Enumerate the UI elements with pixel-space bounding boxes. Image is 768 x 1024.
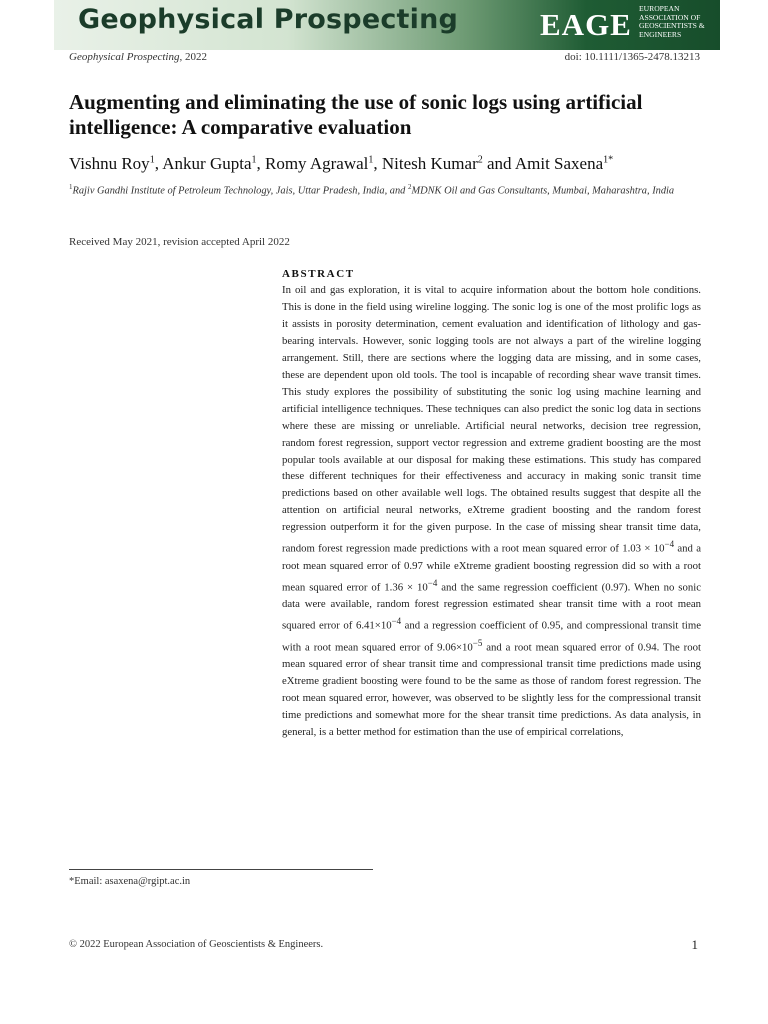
corresponding-email: *Email: asaxena@rgipt.ac.in (69, 876, 191, 887)
abstract-segment: In oil and gas exploration, it is vital to acquire information about the bottom hole conditions. This is done in the field using wireline logging. The sonic log is one of the most prolific logs as it assists in porosity determination, cement evaluation and identification of lithology and gas-bearing intervals. However, sonic logging tools are not always a part of the wireline logging arrangement. Still, there are sections where the logging data are missing, and in some cases, these are dependent upon old tools. The tool is incapable of recording shear wave transit times. This study explores the possibility of substituting the sonic log using machine learning and artificial intelligence techniques. These techniques can also predict the sonic log data in sections where these are missing or unreliable. Artificial neural networks, decision tree regression, random forest regression, support vector regression and extreme gradient boosting are the most popular tools available at our disposal for making these estimations. This study has compared these different techniques for their effectiveness and accuracy in making sonic transit time predictions based on other available well logs. The obtained results suggest that despite all the attention on artificial neural networks, eXtreme gradient boosting and the random forest regression outperform it for the given purpose. In the case of missing shear transit time data, random forest regression made predictions with a root mean squared error of 1.03 × 10 (282, 284, 701, 555)
eage-organization-name (639, 5, 719, 39)
author-affiliation-mark: 1 (368, 154, 374, 166)
author-list (69, 154, 709, 174)
abstract-segment: and a root mean squared error of 0.97 while eXtreme gradient boosting regression did so with a root mean squared error of 1.36 × 10 (282, 542, 701, 594)
author-name: Amit Saxena (514, 154, 604, 173)
org-line: GEOSCIENTISTS & (639, 21, 705, 31)
received-dates: Received May 2021, revision accepted April 2022 (69, 236, 290, 248)
org-line: EUROPEAN (639, 4, 680, 13)
journal-banner (54, 0, 720, 50)
abstract-heading: ABSTRACT (282, 268, 355, 280)
affiliation-mark: 2 (407, 183, 412, 191)
author-affiliation-mark: 1 (149, 154, 155, 166)
page-number: 1 (691, 937, 698, 952)
doi-link[interactable]: doi: 10.1111/1365-2478.13213 (564, 51, 700, 63)
journal-name: Geophysical Prospecting (78, 4, 459, 35)
org-line: ASSOCIATION OF (639, 12, 701, 22)
footnote-divider (69, 869, 373, 870)
author-separator: , (154, 154, 163, 173)
eage-logo: EAGE (540, 7, 632, 42)
author-affiliation-mark: 1 (251, 154, 257, 166)
affiliation-mark: 1 (69, 183, 73, 191)
author-affiliation-mark: 2 (477, 154, 483, 166)
exponent: −4 (427, 577, 438, 588)
copyright-notice: © 2022 European Association of Geoscientists & Engineers. (69, 939, 324, 950)
running-head-year: 2022 (184, 51, 207, 63)
affiliation-text: MDNK Oil and Gas Consultants, Mumbai, Maharashtra, India (411, 185, 675, 197)
affiliations (69, 180, 699, 198)
abstract-segment: and the same regression coefficient (0.97). When no sonic data were available, random forest regression estimated shear transit time with a root mean squared error of 6.41×10 (282, 581, 701, 632)
author-name: Vishnu Roy (69, 154, 150, 173)
author-separator: , (373, 154, 382, 173)
author-separator: , (256, 154, 265, 173)
author-name: Nitesh Kumar (381, 154, 478, 173)
affiliation-text: Rajiv Gandhi Institute of Petroleum Technology, Jais, Uttar Pradesh, India, and (72, 185, 408, 197)
author-affiliation-mark: 1* (603, 154, 614, 166)
author-name: Ankur Gupta (162, 154, 252, 173)
running-head-citation (69, 51, 207, 63)
author-separator: and (482, 154, 515, 173)
article-title: Augmenting and eliminating the use of sonic logs using artificial intelligence: A comparative evaluation (69, 90, 643, 139)
exponent: −4 (391, 616, 402, 627)
org-line: ENGINEERS (639, 29, 682, 39)
abstract-segment: and a regression coefficient of 0.95, and compressional transit time with a root mean squared error of 9.06×10 (282, 619, 701, 654)
author-name: Romy Agrawal (264, 154, 369, 173)
exponent: −4 (664, 539, 675, 550)
running-head-journal: Geophysical Prospecting, (69, 51, 183, 63)
abstract-text (282, 282, 701, 741)
exponent: −5 (472, 637, 483, 648)
abstract-segment: and a root mean squared error of 0.94. The root mean squared error of shear transit time and compressional transit time predictions made using eXtreme gradient boosting were found to be the same as those of random forest regression. The root mean squared error, however, was observed to be slightly less for the compressional transit time predictions and somewhat more for the shear transit time predictions. As data analysis, in general, is a better method for estimation than the use of empirical correlations, (282, 641, 701, 739)
